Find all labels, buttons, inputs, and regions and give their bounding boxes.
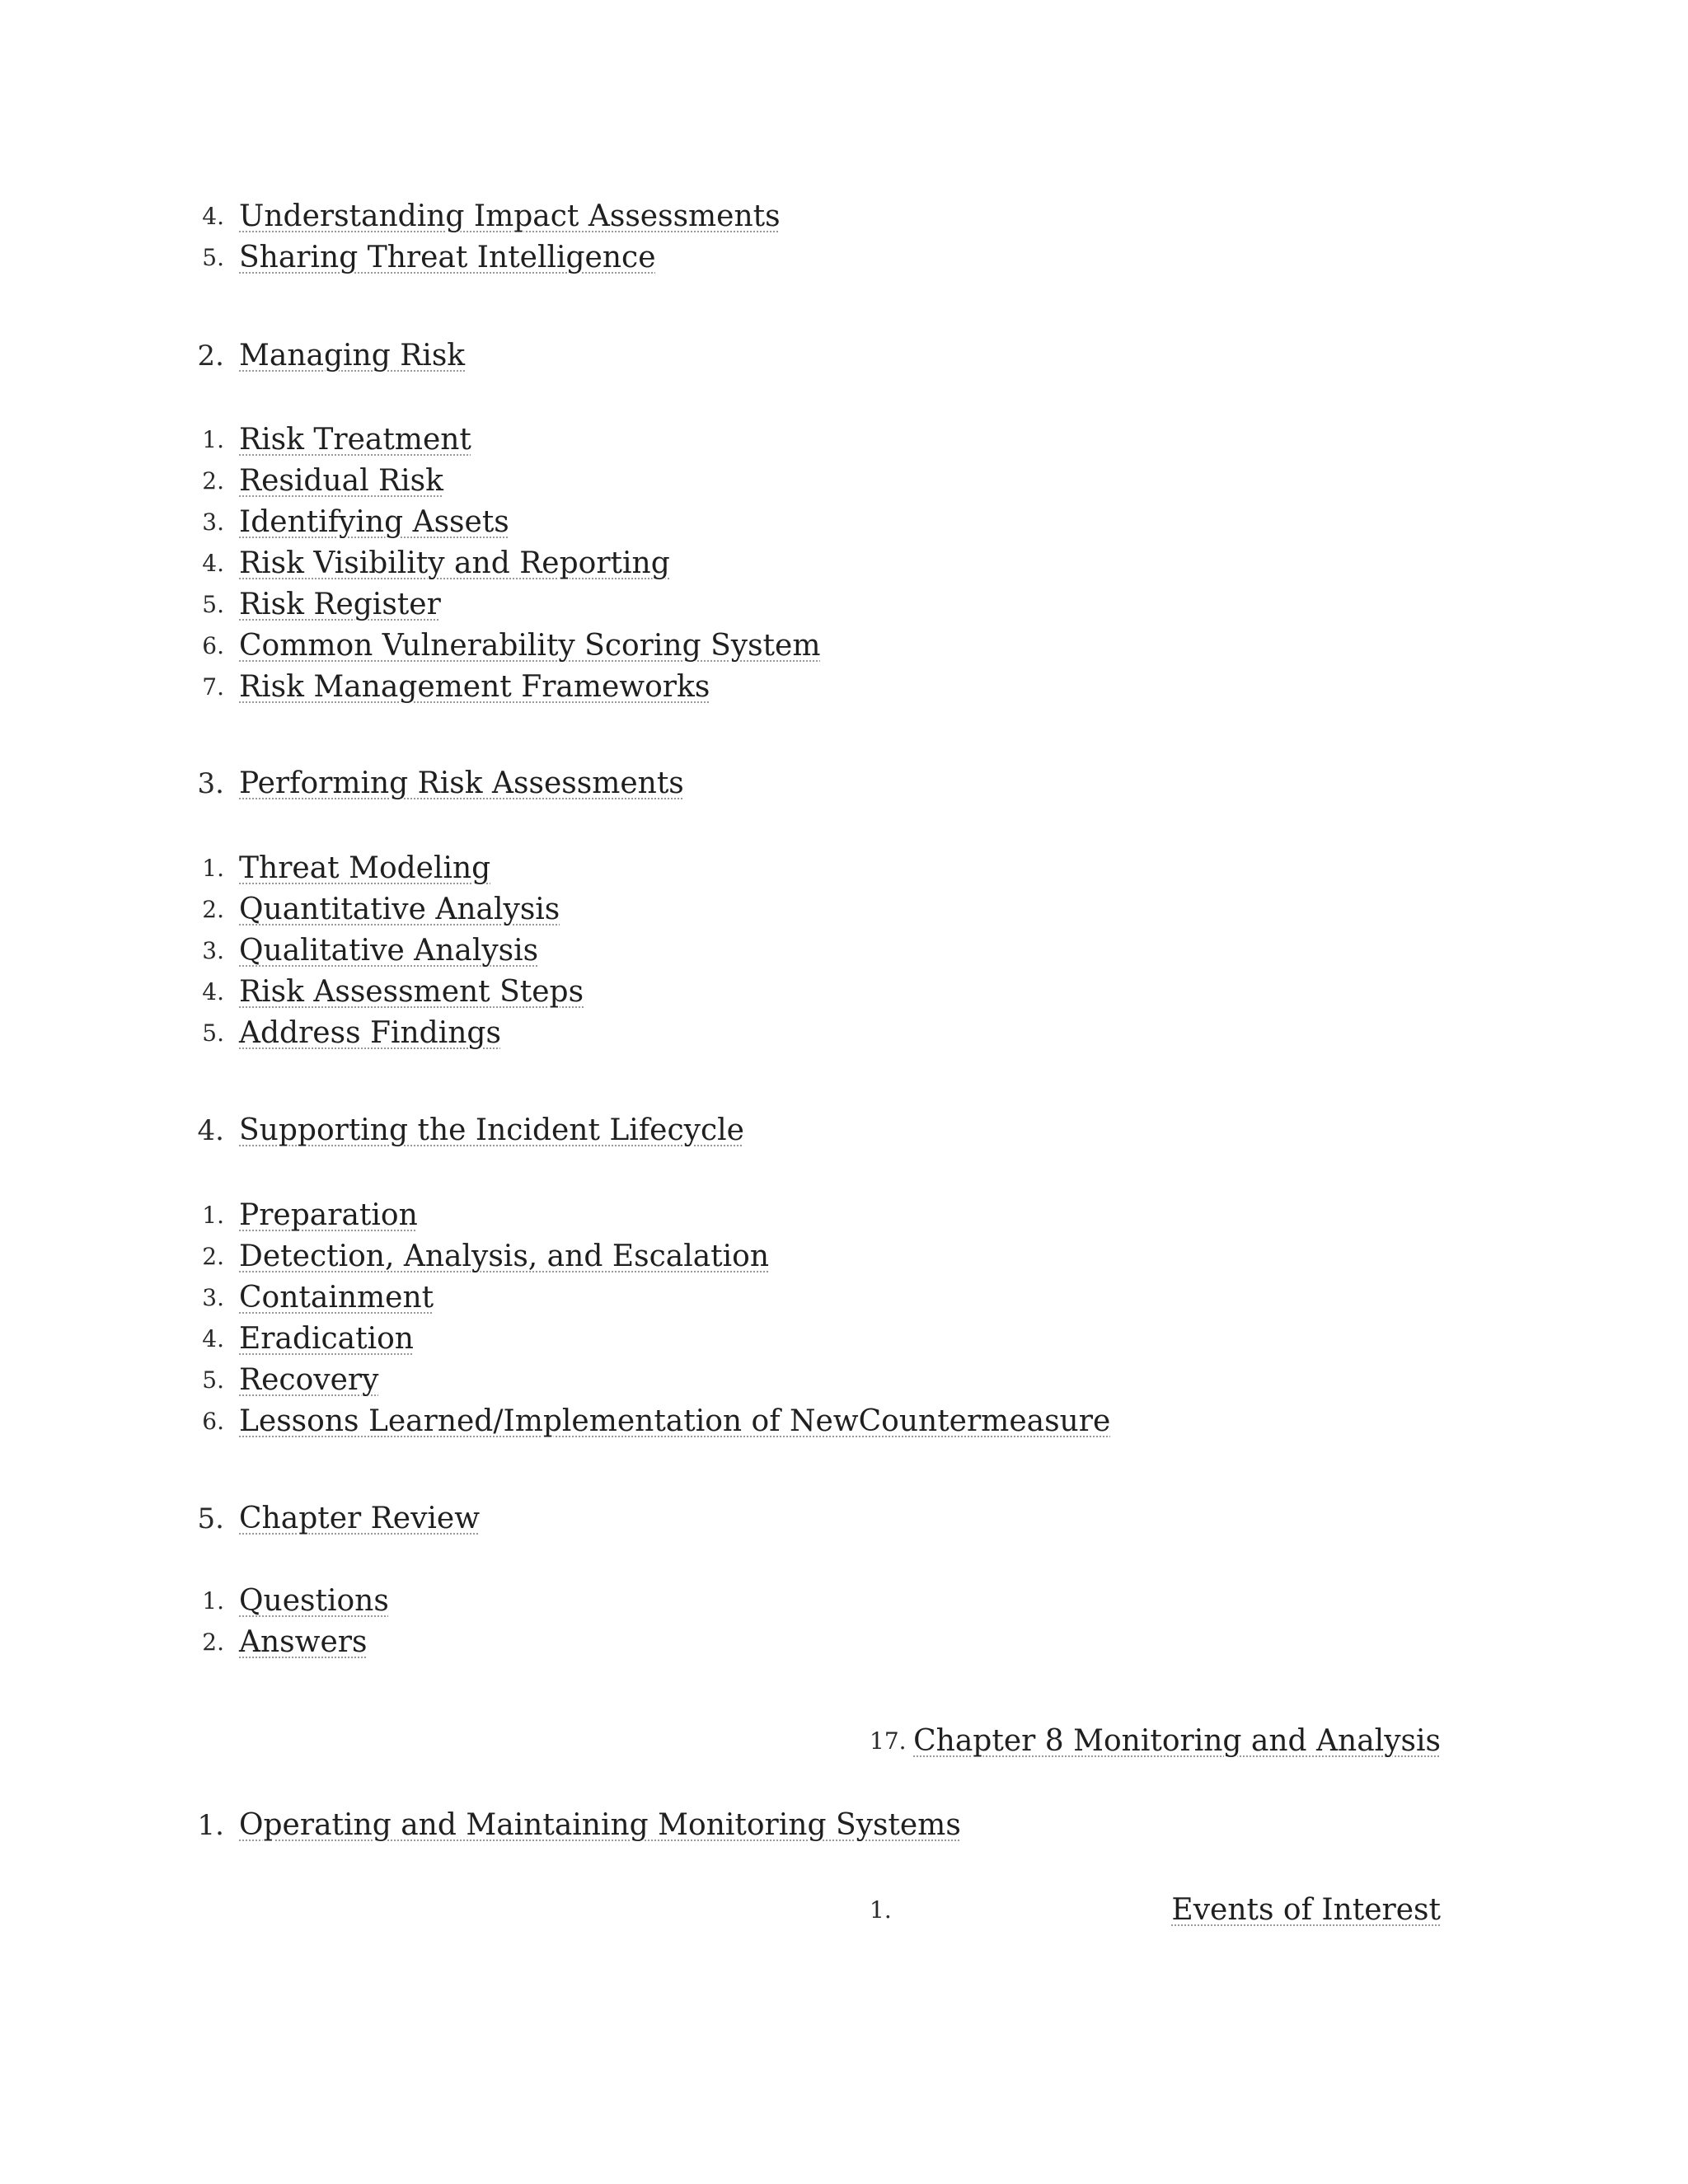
toc-number: 4.	[202, 978, 224, 1005]
toc-number: 6.	[202, 632, 224, 659]
toc-link-risk-treatment[interactable]: Risk Treatment	[239, 423, 471, 457]
toc-link-cvss[interactable]: Common Vulnerability Scoring System	[239, 629, 821, 663]
toc-entry	[0, 1013, 1688, 1054]
toc-link-lessons-learned[interactable]: Lessons Learned/Implementation of NewCountermeasure	[239, 1404, 1111, 1438]
toc-link-risk-assessment-steps[interactable]: Risk Assessment Steps	[239, 975, 584, 1009]
toc-number: 2.	[197, 340, 224, 373]
toc-entry	[0, 889, 1688, 930]
toc-entry	[0, 1319, 1688, 1360]
toc-number: 3.	[202, 509, 224, 536]
toc-entry	[0, 1360, 1688, 1401]
toc-heading	[0, 1805, 1688, 1846]
toc-number: 2.	[202, 1243, 224, 1270]
toc-link-supporting-incident-lifecycle[interactable]: Supporting the Incident Lifecycle	[239, 1113, 744, 1147]
toc-link-questions[interactable]: Questions	[239, 1584, 389, 1618]
toc-link-risk-visibility-and-reporting[interactable]: Risk Visibility and Reporting	[239, 546, 670, 580]
toc-link-residual-risk[interactable]: Residual Risk	[239, 464, 443, 498]
toc-entry	[0, 667, 1688, 708]
toc-number: 5.	[202, 591, 224, 618]
toc-number: 6.	[202, 1408, 224, 1435]
toc-entry	[0, 461, 1688, 502]
toc-number: 1.	[202, 1587, 224, 1615]
toc-link-containment[interactable]: Containment	[239, 1281, 434, 1315]
toc-entry	[0, 419, 1688, 461]
toc-number: 4.	[202, 1325, 224, 1352]
toc-link-qualitative-analysis[interactable]: Qualitative Analysis	[239, 934, 539, 968]
toc-number: 7.	[202, 673, 224, 701]
toc-number: 2.	[202, 1629, 224, 1656]
toc-entry	[0, 1622, 1688, 1663]
toc-link-risk-register[interactable]: Risk Register	[239, 588, 441, 621]
toc-number: 3.	[202, 937, 224, 964]
toc-link-chapter-review[interactable]: Chapter Review	[239, 1502, 481, 1535]
toc-entry	[0, 972, 1688, 1013]
toc-link-identifying-assets[interactable]: Identifying Assets	[239, 505, 509, 539]
toc-link-answers[interactable]: Answers	[239, 1625, 368, 1659]
toc-number: 17.	[870, 1727, 907, 1755]
toc-heading	[0, 1498, 1688, 1540]
toc-number: 5.	[202, 1366, 224, 1394]
toc-number: 3.	[202, 1284, 224, 1311]
toc-link-quantitative-analysis[interactable]: Quantitative Analysis	[239, 893, 560, 926]
toc-link-sharing-threat-intelligence[interactable]: Sharing Threat Intelligence	[239, 241, 656, 274]
toc-link-events-of-interest[interactable]: Events of Interest	[1171, 1893, 1441, 1927]
toc-number: 2.	[202, 896, 224, 923]
toc-heading	[0, 763, 1688, 804]
toc-number: 5.	[202, 244, 224, 271]
toc-number: 1.	[870, 1896, 892, 1924]
toc-entry	[0, 930, 1688, 972]
toc-entry	[0, 848, 1688, 889]
toc-number: 3.	[197, 767, 224, 800]
toc-link-understanding-impact-assessments[interactable]: Understanding Impact Assessments	[239, 199, 781, 233]
toc-link-chapter-8[interactable]: Chapter 8 Monitoring and Analysis	[913, 1724, 1441, 1758]
toc-number: 1.	[202, 1202, 224, 1229]
toc-heading	[0, 335, 1688, 377]
toc-entry	[0, 584, 1688, 626]
toc-heading	[0, 1110, 1688, 1151]
toc-link-threat-modeling[interactable]: Threat Modeling	[239, 851, 491, 885]
toc-chapter	[0, 1721, 1688, 1762]
toc-entry	[0, 543, 1688, 584]
toc-number: 5.	[197, 1502, 224, 1535]
toc-entry	[0, 237, 1688, 279]
toc-number: 1.	[202, 855, 224, 882]
toc-number: 1.	[202, 426, 224, 453]
toc-link-risk-management-frameworks[interactable]: Risk Management Frameworks	[239, 670, 710, 704]
toc-number: 4.	[202, 203, 224, 230]
toc-entry	[0, 1236, 1688, 1277]
toc-link-eradication[interactable]: Eradication	[239, 1322, 414, 1356]
toc-number: 1.	[197, 1809, 224, 1842]
toc-entry	[0, 626, 1688, 667]
toc-link-managing-risk[interactable]: Managing Risk	[239, 339, 466, 373]
toc-number: 2.	[202, 467, 224, 494]
toc-entry	[0, 1195, 1688, 1236]
toc-link-recovery[interactable]: Recovery	[239, 1363, 379, 1397]
toc-entry	[0, 1401, 1688, 1442]
toc-number: 4.	[202, 550, 224, 577]
toc-number: 4.	[197, 1114, 224, 1147]
toc-link-operating-monitoring-systems[interactable]: Operating and Maintaining Monitoring Systems	[239, 1808, 961, 1842]
toc-link-address-findings[interactable]: Address Findings	[239, 1016, 501, 1050]
toc-entry	[0, 1277, 1688, 1319]
toc-entry	[0, 196, 1688, 237]
toc-number: 5.	[202, 1019, 224, 1047]
toc-entry	[0, 502, 1688, 543]
toc-link-detection-analysis-escalation[interactable]: Detection, Analysis, and Escalation	[239, 1240, 770, 1273]
toc-link-performing-risk-assessments[interactable]: Performing Risk Assessments	[239, 766, 684, 800]
toc-entry	[0, 1890, 1688, 1931]
toc-link-preparation[interactable]: Preparation	[239, 1198, 418, 1232]
toc-entry	[0, 1581, 1688, 1622]
